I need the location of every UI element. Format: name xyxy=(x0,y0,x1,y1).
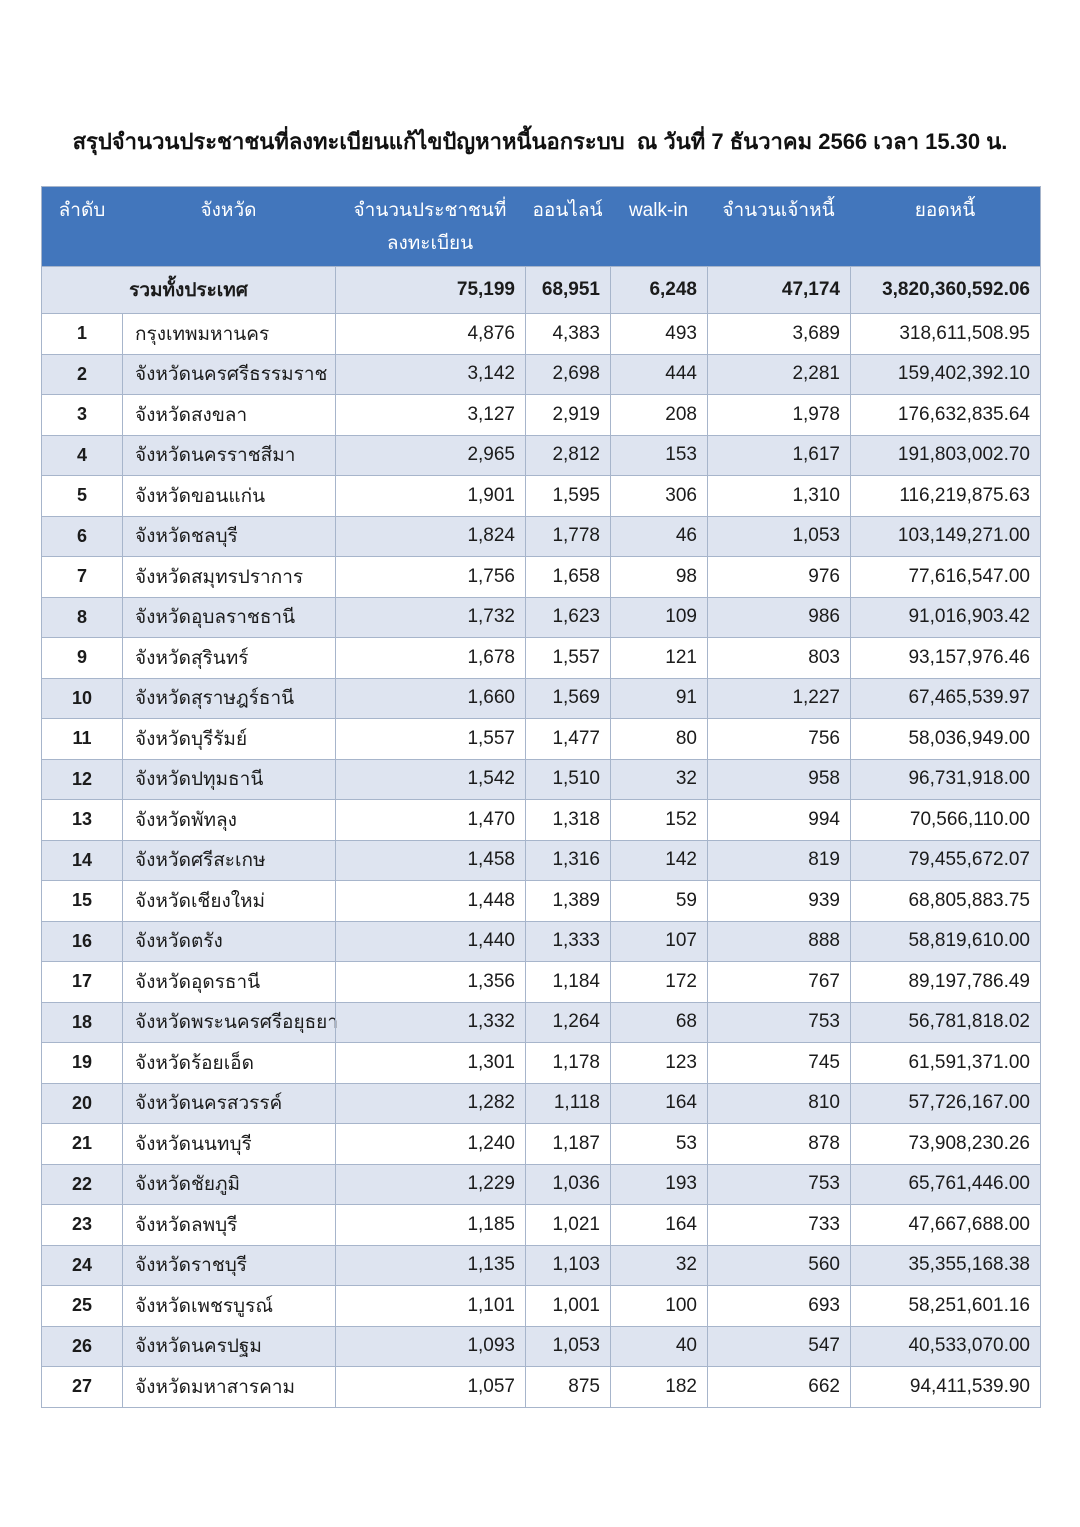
walkin-cell: 172 xyxy=(610,962,707,1002)
online-cell: 1,778 xyxy=(525,517,610,557)
table-row xyxy=(42,1123,1040,1164)
registered-cell: 1,057 xyxy=(335,1367,525,1407)
province-cell: จังหวัดเชียงใหม่ xyxy=(122,881,335,921)
debt-cell: 40,533,070.00 xyxy=(850,1327,1040,1367)
table-row xyxy=(42,921,1040,962)
creditors-cell: 958 xyxy=(707,760,850,800)
creditors-cell: 803 xyxy=(707,638,850,678)
province-cell: จังหวัดอุดรธานี xyxy=(122,962,335,1002)
province-cell: จังหวัดอุบลราชธานี xyxy=(122,598,335,638)
table-row xyxy=(42,1204,1040,1245)
online-cell: 2,812 xyxy=(525,436,610,476)
debt-cell: 68,805,883.75 xyxy=(850,881,1040,921)
walkin-cell: 152 xyxy=(610,800,707,840)
header-registered xyxy=(335,187,525,266)
total-registered-cell: 75,199 xyxy=(335,267,525,313)
creditors-cell: 1,227 xyxy=(707,679,850,719)
province-cell: จังหวัดปทุมธานี xyxy=(122,760,335,800)
province-cell: จังหวัดนครศรีธรรมราช xyxy=(122,355,335,395)
walkin-cell: 208 xyxy=(610,395,707,435)
creditors-cell: 986 xyxy=(707,598,850,638)
table-row xyxy=(42,1285,1040,1326)
registered-cell: 1,356 xyxy=(335,962,525,1002)
online-cell: 1,318 xyxy=(525,800,610,840)
debt-cell: 58,251,601.16 xyxy=(850,1286,1040,1326)
online-cell: 1,001 xyxy=(525,1286,610,1326)
registered-cell: 1,542 xyxy=(335,760,525,800)
table-row xyxy=(42,435,1040,476)
row-number-cell: 1 xyxy=(76,323,87,344)
header-creditors-label: จำนวนเจ้าหนี้ xyxy=(722,200,835,221)
row-number-cell: 6 xyxy=(76,525,87,546)
registered-cell: 3,142 xyxy=(335,355,525,395)
walkin-cell: 164 xyxy=(610,1084,707,1124)
debt-cell: 96,731,918.00 xyxy=(850,760,1040,800)
online-cell: 2,919 xyxy=(525,395,610,435)
walkin-cell: 121 xyxy=(610,638,707,678)
debt-cell: 58,819,610.00 xyxy=(850,922,1040,962)
debt-cell: 56,781,818.02 xyxy=(850,1003,1040,1043)
walkin-cell: 444 xyxy=(610,355,707,395)
header-walkin-label: walk-in xyxy=(628,200,689,221)
province-cell: จังหวัดมหาสารคาม xyxy=(122,1367,335,1407)
table-row xyxy=(42,840,1040,881)
province-cell: จังหวัดร้อยเอ็ด xyxy=(122,1043,335,1083)
province-cell: จังหวัดราชบุรี xyxy=(122,1246,335,1286)
row-number-cell: 21 xyxy=(71,1133,93,1154)
debt-cell: 58,036,949.00 xyxy=(850,719,1040,759)
registered-cell: 1,458 xyxy=(335,841,525,881)
province-cell: จังหวัดเพชรบูรณ์ xyxy=(122,1286,335,1326)
debt-cell: 61,591,371.00 xyxy=(850,1043,1040,1083)
walkin-cell: 91 xyxy=(610,679,707,719)
table-row xyxy=(42,718,1040,759)
online-cell: 1,595 xyxy=(525,476,610,516)
creditors-cell: 662 xyxy=(707,1367,850,1407)
header-registered-line1: จำนวนประชาชนที่ xyxy=(353,200,507,221)
table-row xyxy=(42,1245,1040,1286)
total-row xyxy=(42,266,1040,313)
debt-cell: 93,157,976.46 xyxy=(850,638,1040,678)
province-cell: จังหวัดนครปฐม xyxy=(122,1327,335,1367)
online-cell: 1,389 xyxy=(525,881,610,921)
registered-cell: 1,901 xyxy=(335,476,525,516)
creditors-cell: 994 xyxy=(707,800,850,840)
province-cell: จังหวัดพัทลุง xyxy=(122,800,335,840)
document-title: สรุปจำนวนประชาชนที่ลงทะเบียนแก้ไขปัญหาหนี้นอกระบบ ณ วันที่ 7 ธันวาคม 2566 เวลา 15.30 น. xyxy=(72,129,1008,154)
table-row xyxy=(42,678,1040,719)
creditors-cell: 878 xyxy=(707,1124,850,1164)
debt-cell: 318,611,508.95 xyxy=(850,314,1040,354)
creditors-cell: 939 xyxy=(707,881,850,921)
header-ordinal-label: ลำดับ xyxy=(58,200,106,221)
total-walkin-cell: 6,248 xyxy=(610,267,707,313)
registered-cell: 1,229 xyxy=(335,1165,525,1205)
creditors-cell: 745 xyxy=(707,1043,850,1083)
row-number-cell: 15 xyxy=(71,890,93,911)
debt-cell: 77,616,547.00 xyxy=(850,557,1040,597)
walkin-cell: 40 xyxy=(610,1327,707,1367)
online-cell: 1,103 xyxy=(525,1246,610,1286)
online-cell: 1,510 xyxy=(525,760,610,800)
row-number-cell: 5 xyxy=(76,485,87,506)
row-number-cell: 24 xyxy=(71,1254,93,1275)
creditors-cell: 1,617 xyxy=(707,436,850,476)
online-cell: 1,557 xyxy=(525,638,610,678)
table-row xyxy=(42,394,1040,435)
total-label-cell: รวมทั้งประเทศ xyxy=(129,280,248,301)
debt-cell: 191,803,002.70 xyxy=(850,436,1040,476)
registered-cell: 1,101 xyxy=(335,1286,525,1326)
creditors-cell: 3,689 xyxy=(707,314,850,354)
walkin-cell: 80 xyxy=(610,719,707,759)
table-row xyxy=(42,759,1040,800)
walkin-cell: 123 xyxy=(610,1043,707,1083)
registered-cell: 1,135 xyxy=(335,1246,525,1286)
row-number-cell: 13 xyxy=(71,809,93,830)
province-cell: จังหวัดสุราษฎร์ธานี xyxy=(122,679,335,719)
row-number-cell: 18 xyxy=(71,1011,93,1032)
header-ordinal xyxy=(42,187,122,266)
registered-cell: 1,332 xyxy=(335,1003,525,1043)
creditors-cell: 547 xyxy=(707,1327,850,1367)
debt-cell: 91,016,903.42 xyxy=(850,598,1040,638)
online-cell: 1,333 xyxy=(525,922,610,962)
online-cell: 1,623 xyxy=(525,598,610,638)
walkin-cell: 107 xyxy=(610,922,707,962)
online-cell: 2,698 xyxy=(525,355,610,395)
debt-cell: 103,149,271.00 xyxy=(850,517,1040,557)
table-row xyxy=(42,313,1040,354)
walkin-cell: 493 xyxy=(610,314,707,354)
registered-cell: 1,678 xyxy=(335,638,525,678)
registered-cell: 1,557 xyxy=(335,719,525,759)
registered-cell: 1,093 xyxy=(335,1327,525,1367)
creditors-cell: 819 xyxy=(707,841,850,881)
walkin-cell: 32 xyxy=(610,1246,707,1286)
row-number-cell: 4 xyxy=(76,444,87,465)
creditors-cell: 976 xyxy=(707,557,850,597)
row-number-cell: 12 xyxy=(71,768,93,789)
debt-cell: 159,402,392.10 xyxy=(850,355,1040,395)
row-number-cell: 26 xyxy=(71,1335,93,1356)
table-row xyxy=(42,799,1040,840)
province-cell: จังหวัดตรัง xyxy=(122,922,335,962)
registered-cell: 1,470 xyxy=(335,800,525,840)
province-cell: จังหวัดนนทบุรี xyxy=(122,1124,335,1164)
walkin-cell: 182 xyxy=(610,1367,707,1407)
row-number-cell: 23 xyxy=(71,1214,93,1235)
creditors-cell: 810 xyxy=(707,1084,850,1124)
creditors-cell: 560 xyxy=(707,1246,850,1286)
debt-cell: 65,761,446.00 xyxy=(850,1165,1040,1205)
registered-cell: 1,185 xyxy=(335,1205,525,1245)
row-number-cell: 14 xyxy=(71,849,93,870)
table-row xyxy=(42,475,1040,516)
debt-cell: 73,908,230.26 xyxy=(850,1124,1040,1164)
creditors-cell: 767 xyxy=(707,962,850,1002)
debt-cell: 57,726,167.00 xyxy=(850,1084,1040,1124)
online-cell: 1,178 xyxy=(525,1043,610,1083)
table-row xyxy=(42,637,1040,678)
online-cell: 1,658 xyxy=(525,557,610,597)
registered-cell: 4,876 xyxy=(335,314,525,354)
registered-cell: 3,127 xyxy=(335,395,525,435)
online-cell: 1,316 xyxy=(525,841,610,881)
table-row xyxy=(42,1002,1040,1043)
row-number-cell: 19 xyxy=(71,1052,93,1073)
province-cell: จังหวัดชัยภูมิ xyxy=(122,1165,335,1205)
province-cell: จังหวัดชลบุรี xyxy=(122,517,335,557)
row-number-cell: 7 xyxy=(76,566,87,587)
walkin-cell: 153 xyxy=(610,436,707,476)
province-cell: จังหวัดบุรีรัมย์ xyxy=(122,719,335,759)
row-number-cell: 20 xyxy=(71,1092,93,1113)
registered-cell: 1,448 xyxy=(335,881,525,921)
row-number-cell: 9 xyxy=(76,647,87,668)
debt-cell: 47,667,688.00 xyxy=(850,1205,1040,1245)
header-creditors xyxy=(707,187,850,266)
header-registered-line2: ลงทะเบียน xyxy=(386,233,474,254)
creditors-cell: 1,053 xyxy=(707,517,850,557)
walkin-cell: 46 xyxy=(610,517,707,557)
debt-cell: 35,355,168.38 xyxy=(850,1246,1040,1286)
walkin-cell: 98 xyxy=(610,557,707,597)
online-cell: 1,569 xyxy=(525,679,610,719)
registered-cell: 1,756 xyxy=(335,557,525,597)
row-number-cell: 17 xyxy=(71,971,93,992)
table-row xyxy=(42,1326,1040,1367)
table-header-row xyxy=(42,187,1040,266)
debt-cell: 94,411,539.90 xyxy=(850,1367,1040,1407)
header-province xyxy=(122,187,335,266)
header-online xyxy=(525,187,610,266)
creditors-cell: 2,281 xyxy=(707,355,850,395)
walkin-cell: 100 xyxy=(610,1286,707,1326)
registered-cell: 1,440 xyxy=(335,922,525,962)
table-row xyxy=(42,961,1040,1002)
header-province-label: จังหวัด xyxy=(200,200,257,221)
row-number-cell: 3 xyxy=(76,404,87,425)
total-creditors-cell: 47,174 xyxy=(707,267,850,313)
debt-cell: 70,566,110.00 xyxy=(850,800,1040,840)
table-row xyxy=(42,880,1040,921)
online-cell: 875 xyxy=(525,1367,610,1407)
creditors-cell: 753 xyxy=(707,1003,850,1043)
row-number-cell: 11 xyxy=(72,728,92,749)
creditors-cell: 693 xyxy=(707,1286,850,1326)
table-row xyxy=(42,1042,1040,1083)
online-cell: 1,264 xyxy=(525,1003,610,1043)
walkin-cell: 109 xyxy=(610,598,707,638)
total-debt-cell: 3,820,360,592.06 xyxy=(850,267,1040,313)
creditors-cell: 733 xyxy=(707,1205,850,1245)
row-number-cell: 16 xyxy=(71,930,93,951)
header-online-label: ออนไลน์ xyxy=(532,200,603,221)
creditors-cell: 1,978 xyxy=(707,395,850,435)
province-cell: จังหวัดนครราชสีมา xyxy=(122,436,335,476)
walkin-cell: 164 xyxy=(610,1205,707,1245)
debt-cell: 176,632,835.64 xyxy=(850,395,1040,435)
registered-cell: 1,301 xyxy=(335,1043,525,1083)
header-debt xyxy=(850,187,1040,266)
creditors-cell: 888 xyxy=(707,922,850,962)
walkin-cell: 59 xyxy=(610,881,707,921)
table-row xyxy=(42,1083,1040,1124)
province-cell: จังหวัดขอนแก่น xyxy=(122,476,335,516)
province-cell: จังหวัดพระนครศรีอยุธยา xyxy=(122,1003,335,1043)
table-row xyxy=(42,597,1040,638)
total-online-cell: 68,951 xyxy=(525,267,610,313)
online-cell: 1,184 xyxy=(525,962,610,1002)
debt-cell: 67,465,539.97 xyxy=(850,679,1040,719)
table-row xyxy=(42,1366,1040,1407)
row-number-cell: 10 xyxy=(71,687,93,708)
table-row xyxy=(42,556,1040,597)
province-cell: กรุงเทพมหานคร xyxy=(122,314,335,354)
table-row xyxy=(42,516,1040,557)
online-cell: 1,053 xyxy=(525,1327,610,1367)
table-body xyxy=(42,313,1040,1407)
creditors-cell: 753 xyxy=(707,1165,850,1205)
table-row xyxy=(42,1164,1040,1205)
header-debt-label: ยอดหนี้ xyxy=(914,200,976,221)
province-cell: จังหวัดสุรินทร์ xyxy=(122,638,335,678)
registered-cell: 1,824 xyxy=(335,517,525,557)
header-walkin xyxy=(610,187,707,266)
debt-cell: 89,197,786.49 xyxy=(850,962,1040,1002)
province-cell: จังหวัดศรีสะเกษ xyxy=(122,841,335,881)
table-row xyxy=(42,354,1040,395)
online-cell: 1,187 xyxy=(525,1124,610,1164)
walkin-cell: 53 xyxy=(610,1124,707,1164)
registered-cell: 1,660 xyxy=(335,679,525,719)
creditors-cell: 756 xyxy=(707,719,850,759)
registered-cell: 1,282 xyxy=(335,1084,525,1124)
registered-cell: 1,240 xyxy=(335,1124,525,1164)
row-number-cell: 8 xyxy=(76,606,87,627)
walkin-cell: 142 xyxy=(610,841,707,881)
walkin-cell: 306 xyxy=(610,476,707,516)
row-number-cell: 22 xyxy=(71,1173,93,1194)
province-cell: จังหวัดสมุทรปราการ xyxy=(122,557,335,597)
registered-cell: 2,965 xyxy=(335,436,525,476)
walkin-cell: 68 xyxy=(610,1003,707,1043)
registered-cell: 1,732 xyxy=(335,598,525,638)
debt-cell: 79,455,672.07 xyxy=(850,841,1040,881)
summary-table xyxy=(41,186,1041,1408)
province-cell: จังหวัดสงขลา xyxy=(122,395,335,435)
creditors-cell: 1,310 xyxy=(707,476,850,516)
row-number-cell: 25 xyxy=(71,1295,93,1316)
online-cell: 1,036 xyxy=(525,1165,610,1205)
row-number-cell: 2 xyxy=(76,363,87,384)
province-cell: จังหวัดนครสวรรค์ xyxy=(122,1084,335,1124)
row-number-cell: 27 xyxy=(71,1376,93,1397)
walkin-cell: 32 xyxy=(610,760,707,800)
debt-cell: 116,219,875.63 xyxy=(850,476,1040,516)
online-cell: 1,118 xyxy=(525,1084,610,1124)
walkin-cell: 193 xyxy=(610,1165,707,1205)
province-cell: จังหวัดลพบุรี xyxy=(122,1205,335,1245)
online-cell: 4,383 xyxy=(525,314,610,354)
online-cell: 1,477 xyxy=(525,719,610,759)
online-cell: 1,021 xyxy=(525,1205,610,1245)
